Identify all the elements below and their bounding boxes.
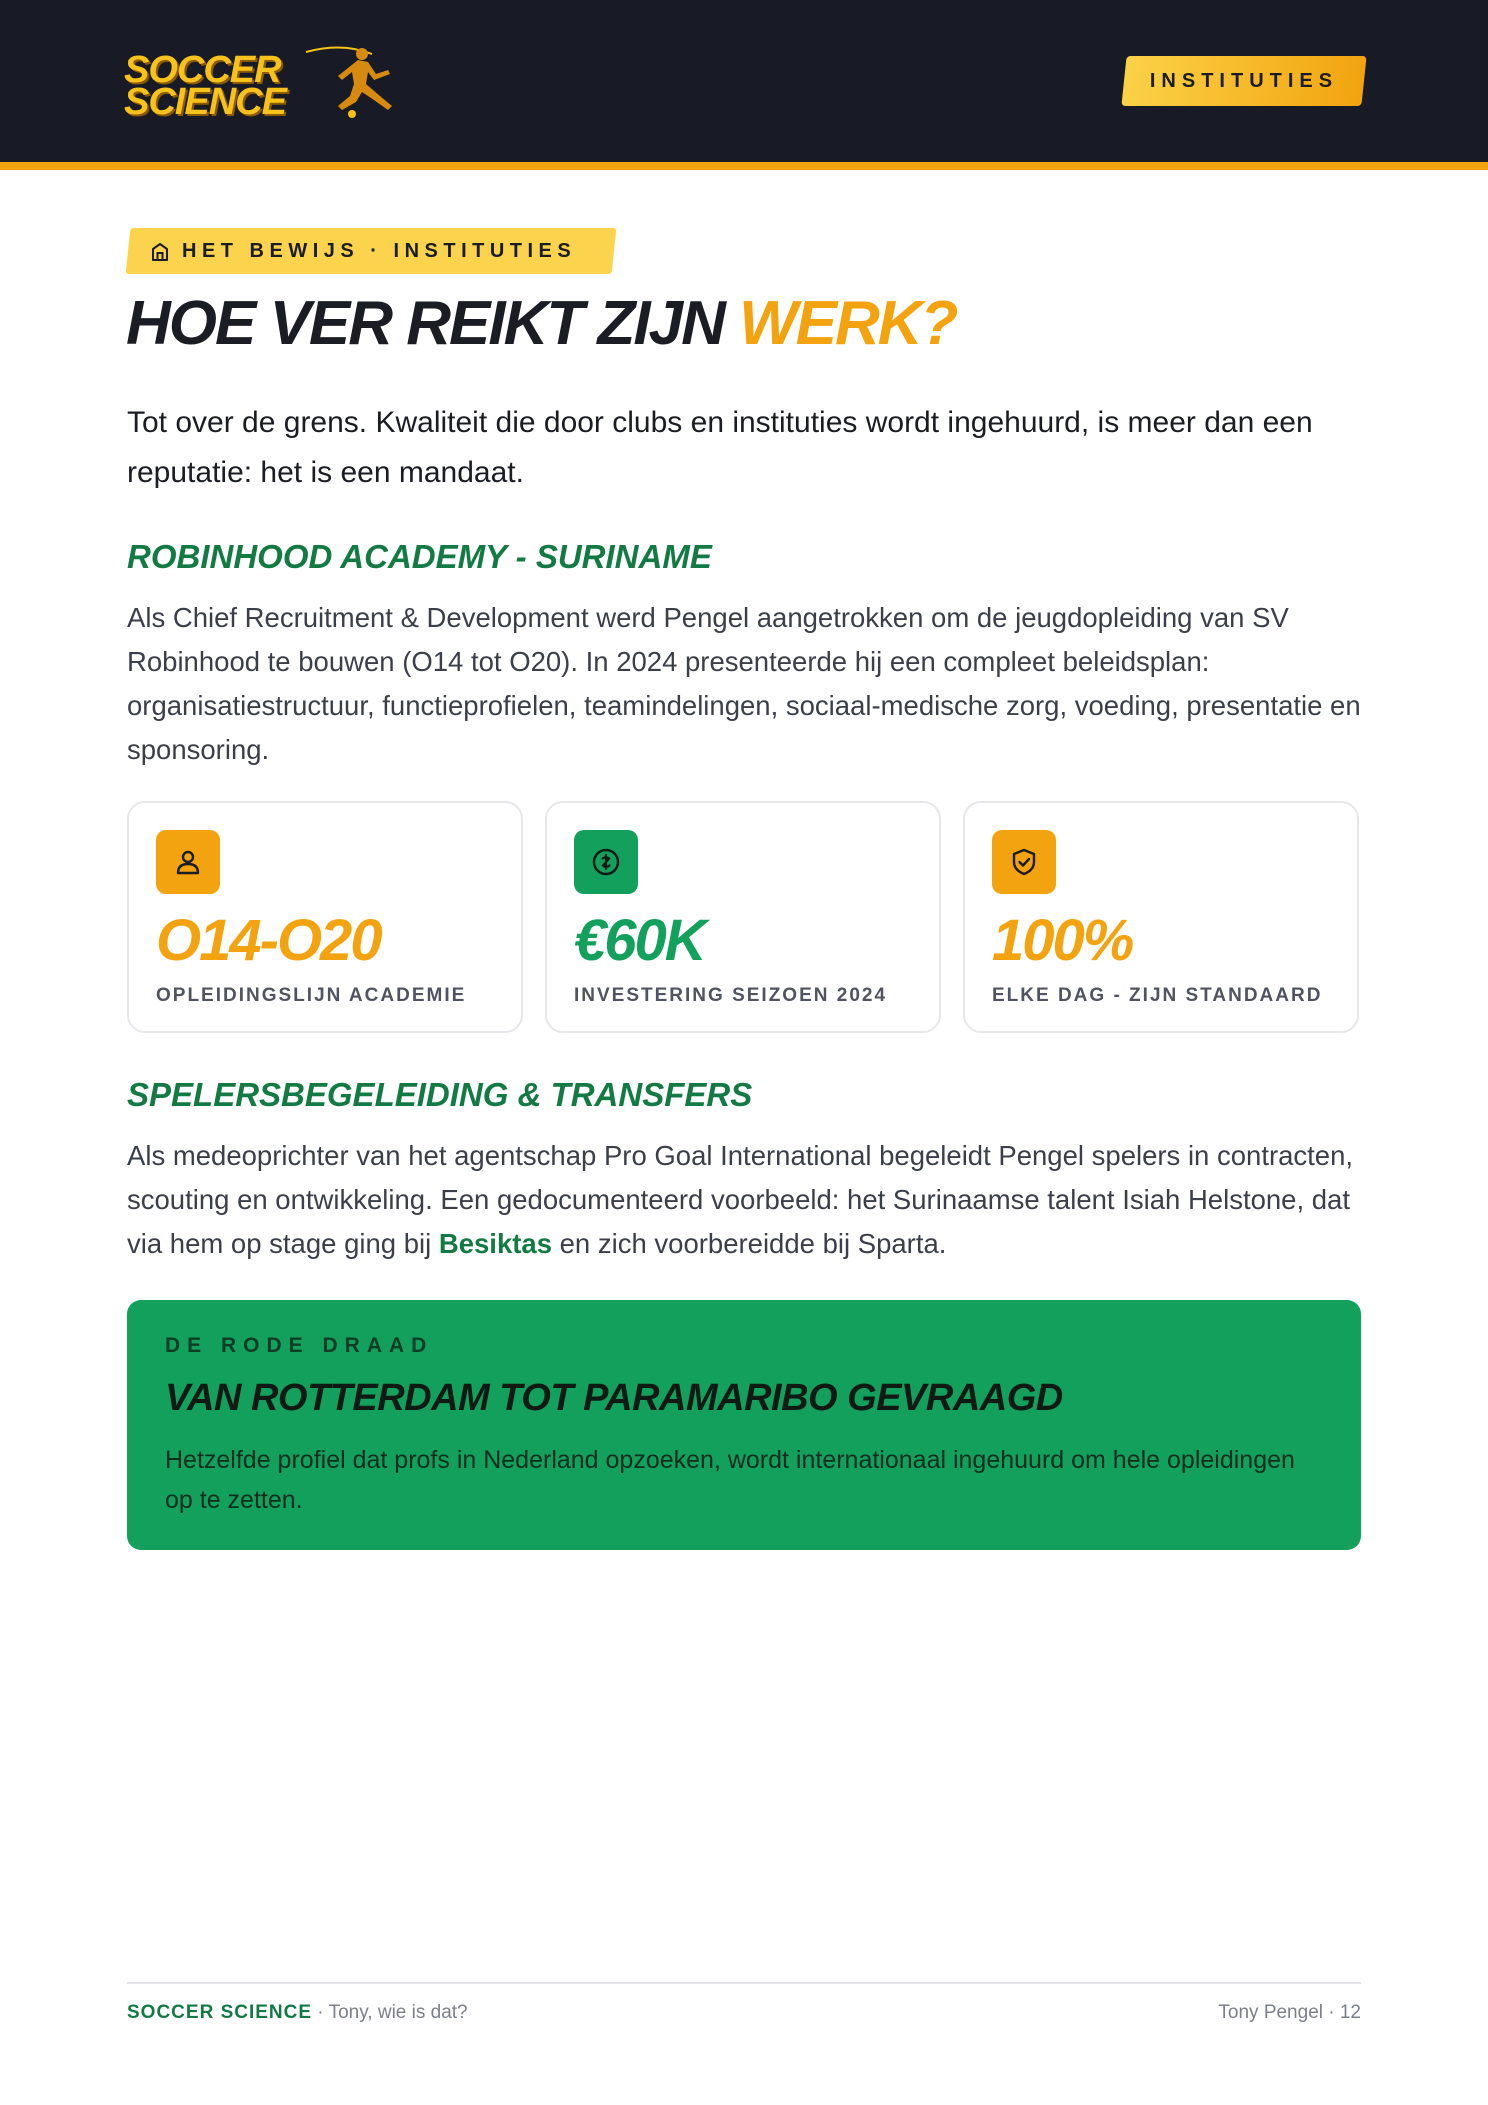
spelersbegeleiding-paragraph — [127, 1134, 1367, 1266]
logo-line-2: SCIENCE — [124, 81, 286, 123]
stat-value: €60K — [574, 908, 705, 973]
stat-label: INVESTERING SEIZOEN 2024 — [574, 985, 888, 1006]
besiktas-highlight: Besiktas — [438, 1228, 552, 1259]
section-heading-spelersbegeleiding: SPELERSBEGELEIDING & TRANSFERS — [127, 1076, 753, 1113]
stat-label: OPLEIDINGSLIJN ACADEMIE — [156, 985, 467, 1006]
soccer-player-icon — [302, 44, 402, 124]
intro-paragraph: Tot over de grens. Kwaliteit die door clubs en instituties wordt ingehuurd, is meer dan een reputatie: het is een mandaat. — [127, 406, 1313, 489]
section-heading-robinhood: ROBINHOOD ACADEMY - SURINAME — [127, 538, 712, 575]
building-icon — [150, 242, 170, 262]
footer-page-info: Tony Pengel · 12 — [1218, 2002, 1361, 2023]
page-title-accent: WERK? — [739, 289, 957, 358]
section-badge-label: INSTITUTIES — [1149, 70, 1339, 92]
stat-card-standaard — [963, 801, 1359, 1033]
stat-value: 100% — [992, 908, 1133, 973]
paragraph-text-before: Als medeoprichter van het agentschap Pro Goal International begeleidt Pengel spelers in contracten, scouting en ontwikkeling. Een gedocumenteerd voorbeeld: het Surinaamse talent Isiah Helstone, dat via hem op stage ging bij — [127, 1140, 1354, 1259]
callout-eyebrow: DE RODE DRAAD — [165, 1334, 434, 1357]
logo-line-1: SOCCER — [124, 49, 281, 91]
callout-title: VAN ROTTERDAM TOT PARAMARIBO GEVRAAGD — [165, 1377, 1063, 1419]
robinhood-paragraph: Als Chief Recruitment & Development werd Pengel aangetrokken om de jeugdopleiding van SV Robinhood te bouwen (O14 tot O20). In 2024 presenteerde hij een compleet beleidsplan: organisatiestructuur, functieprofielen, teamindelingen, sociaal-medische zorg, voeding, presentatie en sponsoring. — [127, 602, 1361, 765]
header-bar — [0, 0, 1488, 162]
footer-left — [127, 2000, 468, 2026]
section-badge[interactable] — [1121, 56, 1366, 106]
stat-card-investering — [545, 801, 941, 1033]
footer-brand: SOCCER SCIENCE — [127, 2002, 313, 2023]
shield-check-icon — [992, 830, 1056, 894]
callout-box — [127, 1300, 1361, 1550]
paragraph-text-after: en zich voorbereidde bij Sparta. — [552, 1228, 947, 1259]
footer-subtitle: · Tony, wie is dat? — [312, 2002, 468, 2023]
currency-coin-icon — [574, 830, 638, 894]
stat-value: O14-O20 — [156, 908, 381, 973]
page-title-main: HOE VER REIKT ZIJN — [126, 289, 724, 358]
section-tag-label: HET BEWIJS · INSTITUTIES — [182, 240, 577, 262]
soccer-science-logo[interactable] — [124, 44, 394, 124]
stat-label: ELKE DAG - ZIJN STANDAARD — [992, 985, 1323, 1006]
stat-card-opleidingslijn — [127, 801, 523, 1033]
page-title — [126, 288, 956, 360]
section-tag — [126, 228, 617, 274]
header-stripe — [0, 162, 1488, 170]
footer-divider — [127, 1982, 1361, 1984]
callout-text: Hetzelfde profiel dat profs in Nederland opzoeken, wordt internationaal ingehuurd om hele opleidingen op te zetten. — [165, 1446, 1295, 1514]
user-icon — [156, 830, 220, 894]
